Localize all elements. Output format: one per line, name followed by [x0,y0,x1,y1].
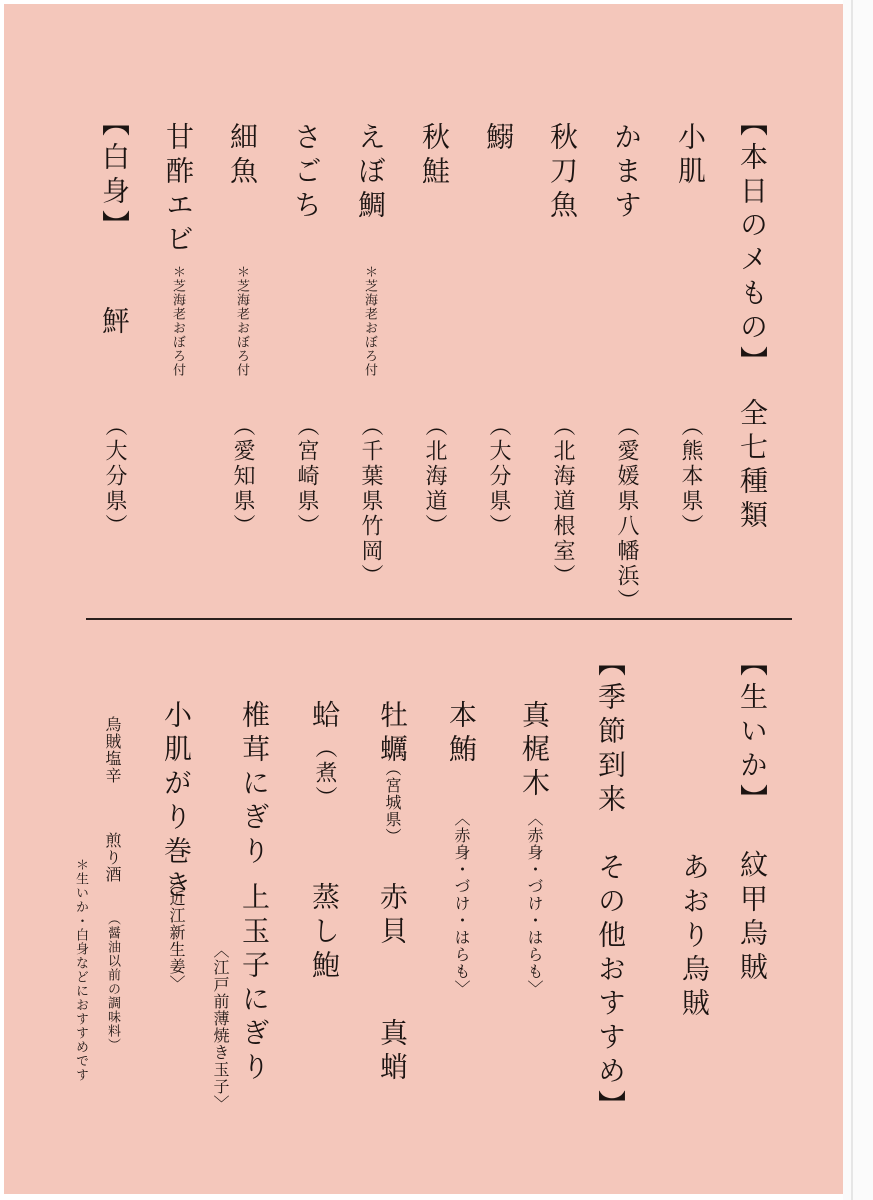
item-count: 全七種類 [736,398,769,534]
menu-item-makajiki: 真梶木 [518,700,551,802]
menu-item-madako: 真蛸 [376,1018,409,1086]
extra-shiokara: 烏賊塩辛 [103,716,122,784]
fish-name-sayori: 細魚 [226,122,259,190]
note-amazu-ebi: ＊芝海老おぼろ付 [170,265,185,377]
origin-sagochi: （宮崎県） [294,414,319,539]
extra-irizake: 煎り酒 [103,832,122,883]
page-margin [843,0,873,1200]
ika-mongou: 紋甲烏賊 [736,850,769,986]
origin-kohada: （熊本県） [678,414,703,539]
menu-item-shiitake-nigiri: 椎茸にぎり [238,700,271,870]
fish-name-hirame: 鮃 [98,306,131,340]
irizake-description: （醤油以前の調味料） [105,912,120,1052]
menu-item-kohada-garimaki: 小肌がり巻き [160,700,193,904]
origin-iwashi: （大分県） [486,414,511,539]
section-header-shiromi: 【白身】 [98,108,131,244]
fish-name-ebodai: えぼ鯛 [354,122,387,224]
fish-name-kohada: 小肌 [674,122,707,190]
fish-name-amazu-ebi: 甘酢エビ [162,122,195,258]
detail-jotamago: 〈江戸前薄焼き玉子〉 [211,942,230,1112]
origin-sanma: （北海道根室） [550,414,575,589]
menu-item-akagai: 赤貝 [376,882,409,950]
menu-item-honmaguro: 本鮪 [445,700,478,768]
detail-makajiki: 〈赤身・づけ・はらも〉 [525,810,544,997]
section-divider [86,618,792,620]
ika-aori: あおり烏賊 [678,852,711,1022]
note-sayori: ＊芝海老おぼろ付 [234,265,249,377]
fish-name-akisake: 秋鮭 [418,122,451,190]
section-header-namaika: 【生いか】 [736,648,769,818]
menu-item-mushiawabi: 蒸し鮑 [308,882,341,984]
fish-name-sanma: 秋刀魚 [546,122,579,224]
detail-hamaguri: （煮） [312,736,337,811]
origin-ebodai: （千葉県竹岡） [358,414,383,589]
fish-name-iwashi: 鰯 [482,122,515,156]
fish-name-kamasu: かます [610,122,643,224]
fish-name-sagochi: さごち [290,122,323,224]
origin-hirame: （大分県） [102,414,127,539]
detail-garimaki: 〈近江新生姜〉 [167,873,186,992]
section-header-today: 【本日のメもの】 [736,108,769,380]
section-header-seasonal: 【季節到来 その他おすすめ】 [594,648,627,1124]
menu-item-jotamago-nigiri: 上玉子にぎり [238,882,271,1086]
detail-honmaguro: 〈赤身・づけ・はらも〉 [452,810,471,997]
origin-kaki: （宮城県） [383,760,402,845]
irizake-note: ＊生いか・白身などにおすすめです [73,858,88,1082]
origin-kamasu: （愛媛県八幡浜） [614,414,639,614]
note-ebodai: ＊芝海老おぼろ付 [362,265,377,377]
menu-item-kaki: 牡蠣 [376,700,409,768]
origin-sayori: （愛知県） [230,414,255,539]
origin-akisake: （北海道） [422,414,447,539]
menu-item-hamaguri: 蛤 [308,700,341,734]
